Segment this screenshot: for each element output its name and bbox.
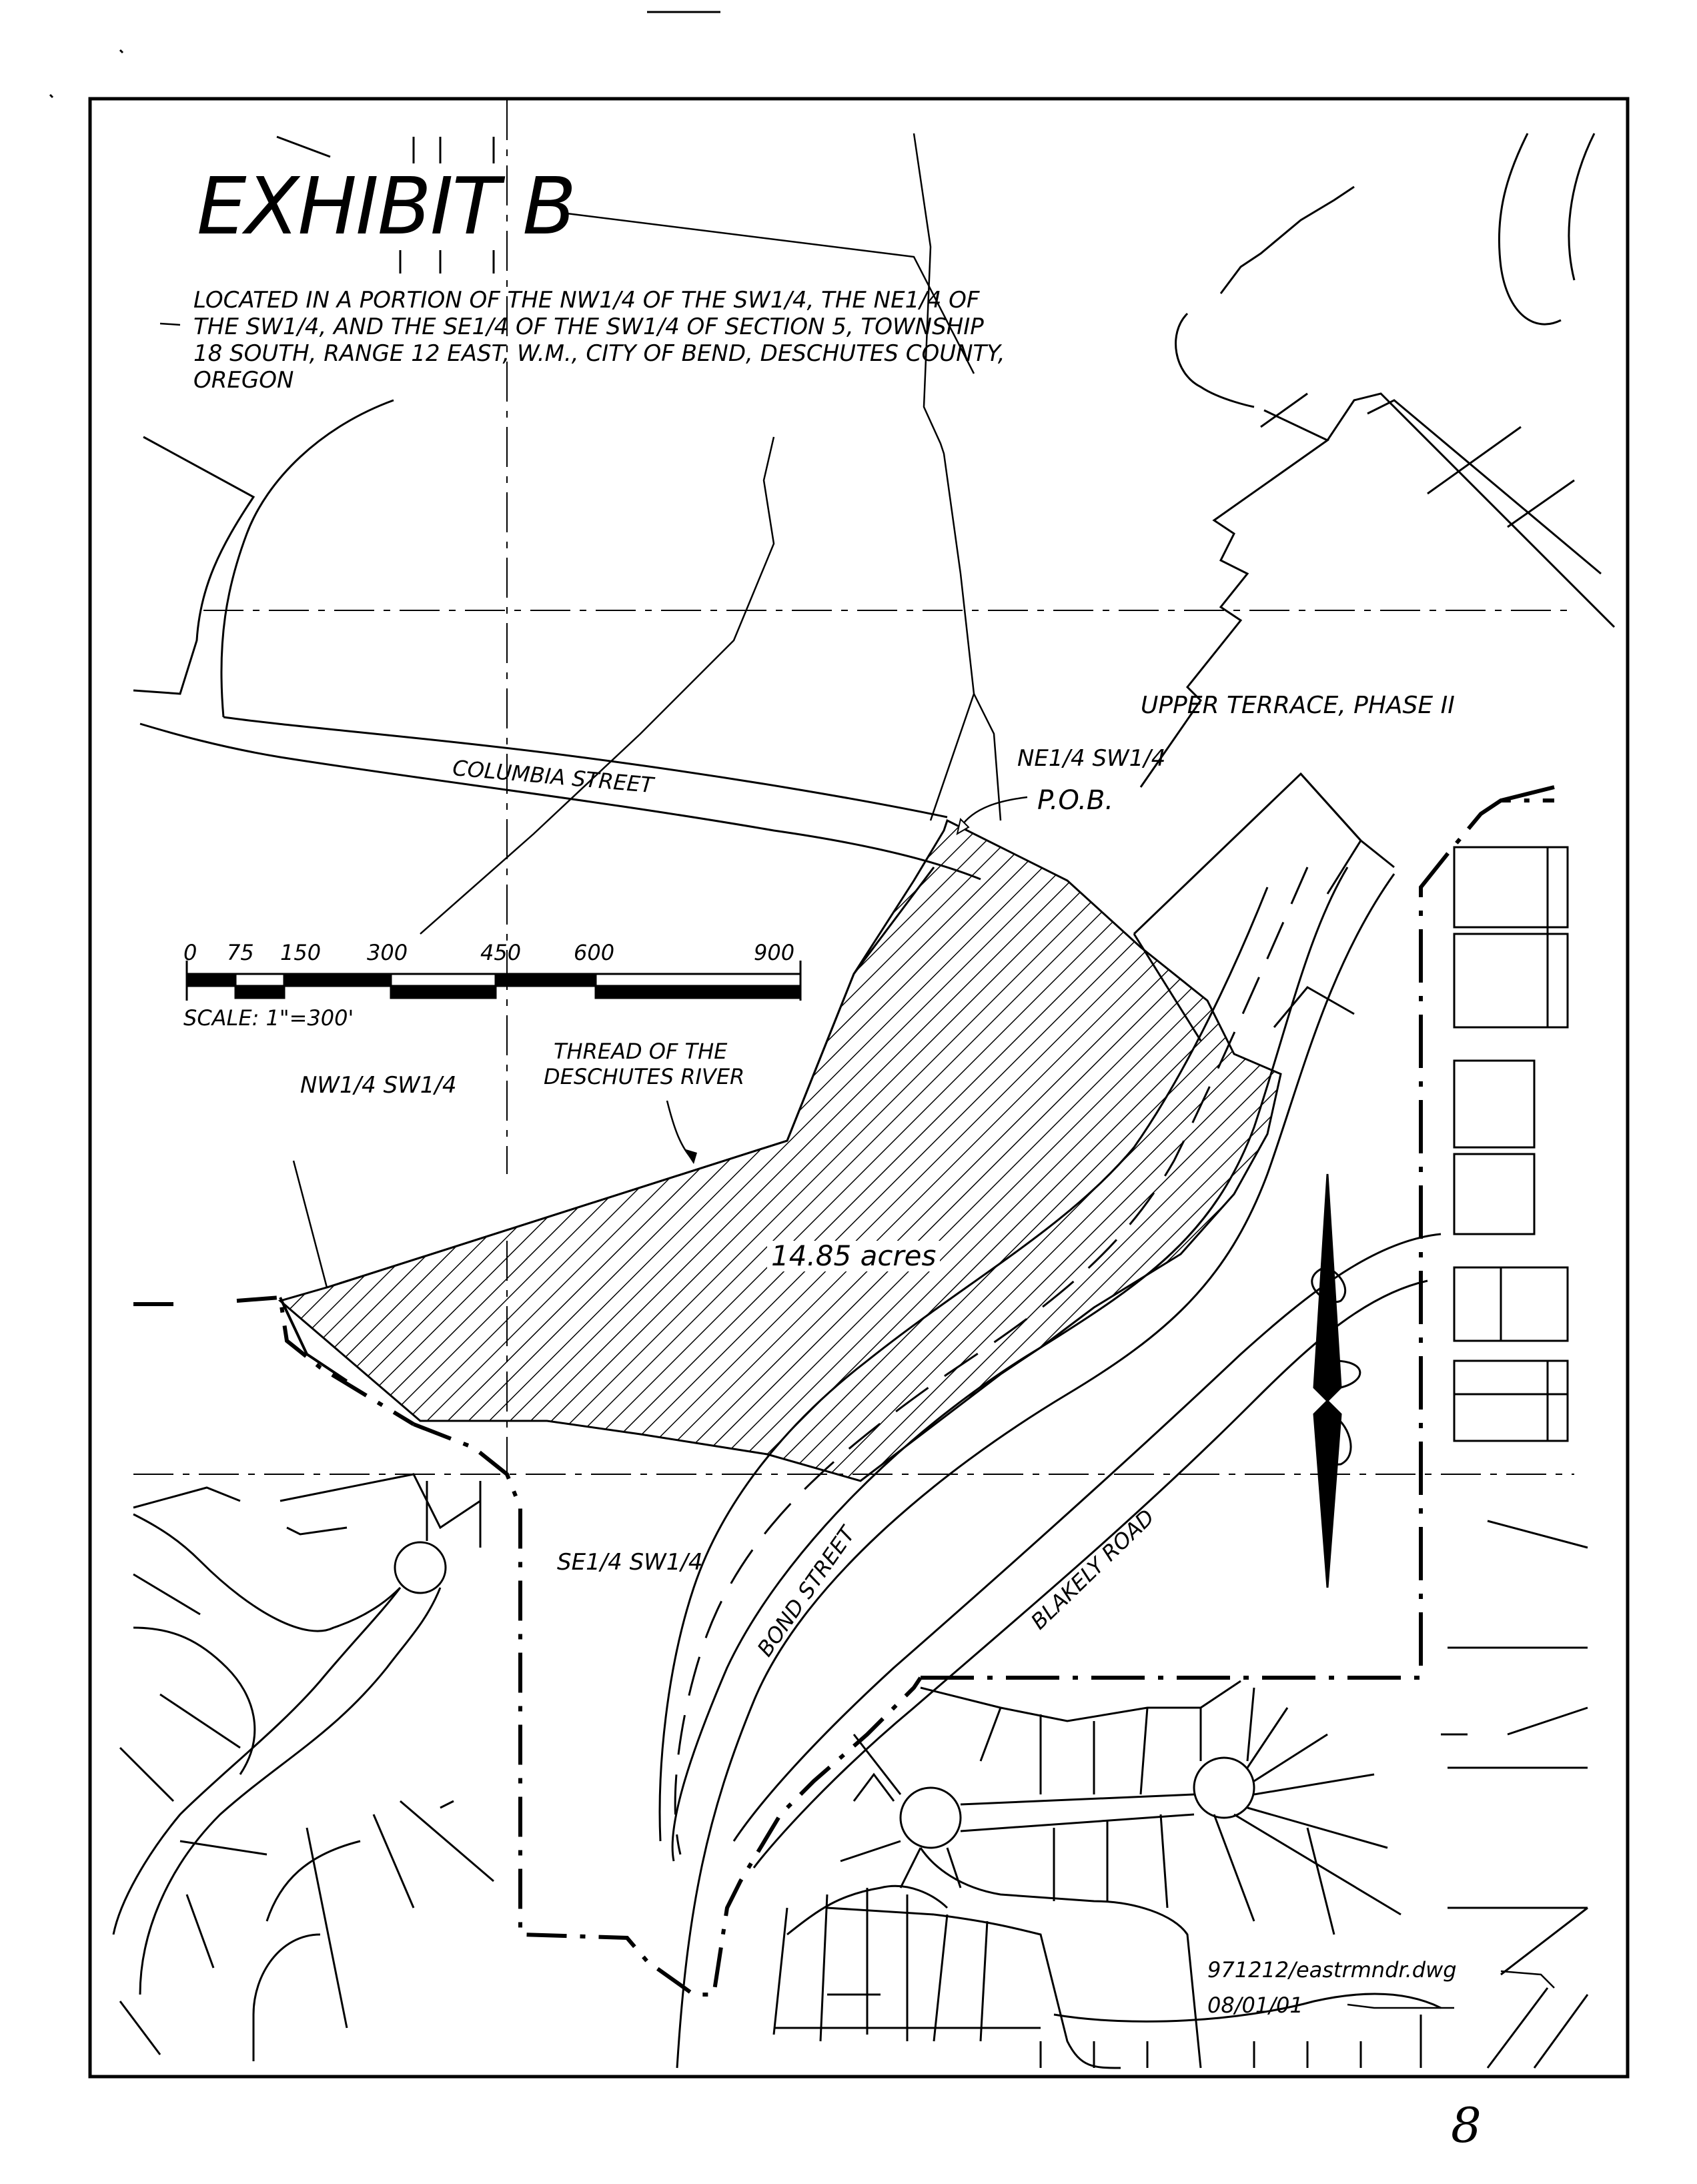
ne-quarter-label: NE1/4 SW1/4 xyxy=(1017,745,1166,772)
edge-marks xyxy=(50,12,720,97)
thread-label-line2: DESCHUTES RIVER xyxy=(544,1064,745,1089)
columbia-street-label: COLUMBIA STREET xyxy=(451,755,655,798)
upper-left-road xyxy=(133,400,394,717)
nw-quarter-label: NW1/4 SW1/4 xyxy=(300,1072,457,1099)
upper-right-lots xyxy=(1141,133,1614,787)
scale-tick-0: 0 xyxy=(183,940,197,965)
location-description xyxy=(193,287,1005,394)
columbia-street xyxy=(140,717,981,879)
thread-label-line1: THREAD OF THE xyxy=(554,1039,728,1064)
page-number: 8 xyxy=(1451,2097,1482,2153)
scale-tick-300: 300 xyxy=(367,940,408,965)
se-quarter-label: SE1/4 SW1/4 xyxy=(557,1549,703,1576)
acreage-label: 14.85 acres xyxy=(767,1241,940,1271)
right-lots xyxy=(1448,847,1588,1908)
description-line: LOCATED IN A PORTION OF THE NW1/4 OF THE SW1/4, THE NE1/4 OF xyxy=(193,287,980,314)
lower-left-lots xyxy=(113,1474,494,2061)
upper-terrace-label: UPPER TERRACE, PHASE II xyxy=(1141,692,1455,719)
description-line: OREGON xyxy=(193,367,294,394)
pob-label: P.O.B. xyxy=(1037,785,1114,816)
scale-tick-600: 600 xyxy=(574,940,615,965)
scale-tick-150: 150 xyxy=(280,940,322,965)
scale-tick-450: 450 xyxy=(480,940,522,965)
scale-caption: SCALE: 1"=300' xyxy=(183,1005,354,1031)
hatched-parcel xyxy=(280,821,1281,1481)
bond-street-label: BOND STREET xyxy=(752,1522,861,1662)
lower-right-lots xyxy=(774,1521,1588,2068)
drawing-date: 08/01/01 xyxy=(1207,1993,1303,2018)
description-line: THE SW1/4, AND THE SE1/4 OF THE SW1/4 OF SECTION 5, TOWNSHIP xyxy=(193,314,984,340)
scale-tick-75: 75 xyxy=(227,940,254,965)
pob-arrow xyxy=(961,797,1027,827)
north-arrow xyxy=(1312,1174,1360,1588)
exhibit-title: EXHIBIT B xyxy=(197,160,576,252)
description-line: 18 SOUTH, RANGE 12 EAST, W.M., CITY OF BEND, DESCHUTES COUNTY, xyxy=(193,340,1005,367)
scale-bar xyxy=(187,961,800,1001)
blakely-road-label: BLAKELY ROAD xyxy=(1025,1504,1159,1635)
drawing-file: 971212/eastrmndr.dwg xyxy=(1207,1957,1457,1983)
scale-tick-900: 900 xyxy=(754,940,795,965)
